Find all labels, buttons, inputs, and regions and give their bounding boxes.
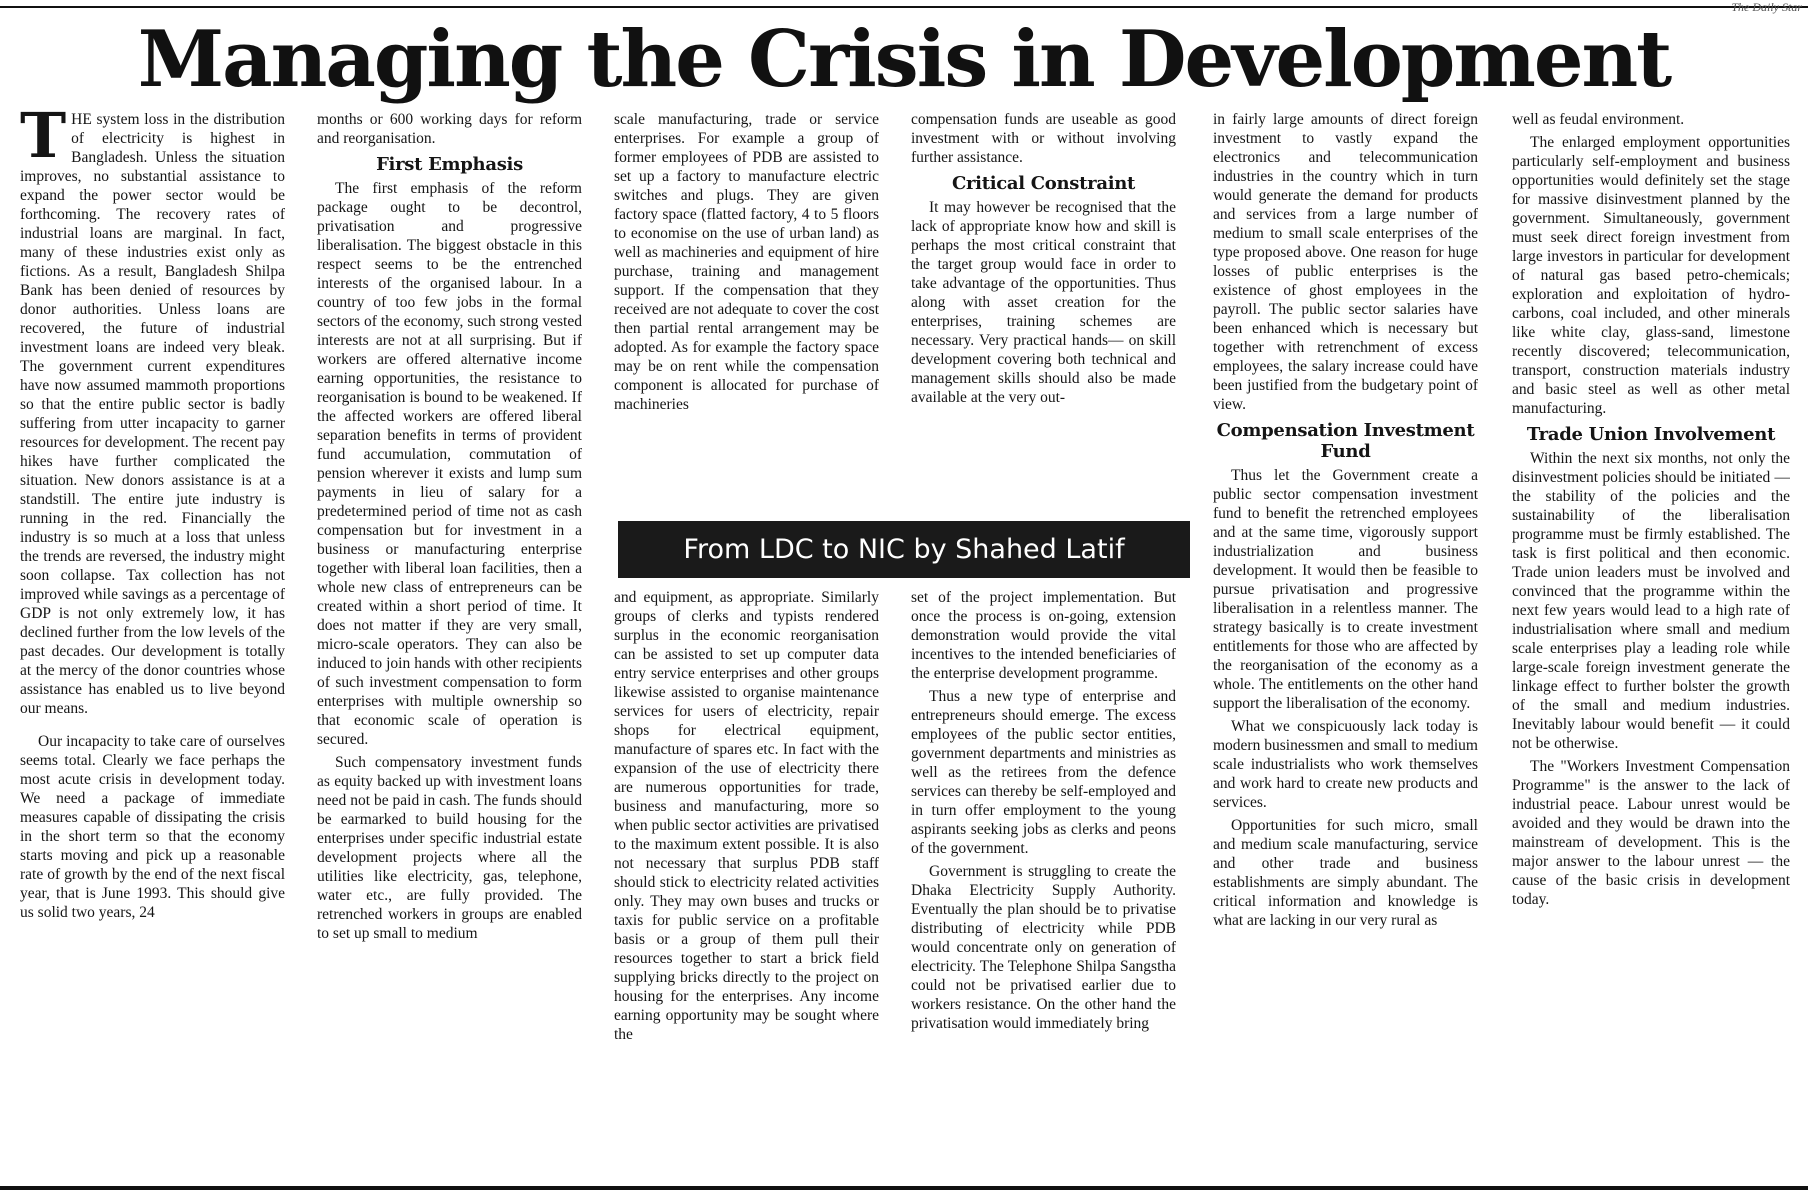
article-column-4-bottom <box>911 588 1176 1190</box>
column-2-paragraph-3: Such compensatory investment funds as equity backed up with investment loans need not be paid in cash. The funds should be earmarked to build housing for the enterprises under specific industrial estate development projects where all the utilities like electricity, gas, telephone, water etc., are fully provided. The retrenched workers in groups are enabled to set up small to medium <box>317 754 582 942</box>
column-6-paragraph-1: well as feudal environment. <box>1512 111 1685 128</box>
column-3-paragraph-1: scale manufacturing, trade or service enterprises. For example a group of former employees of PDB are assisted to set up a factory to manufacture electric switches and plugs. They are given factory space (flatted factory, 4 to 5 floors to economise on the use of urban land) as well as machineries and equipment of hire purchase, training and management support. If the compensation that they received are not adequate to cover the cost then partial rental arrangement may be adopted. As for example the factory space may be on rent while the compensation component is allocated for purchase of machineries <box>614 111 879 413</box>
subhead-first-emphasis: First Emphasis <box>376 154 523 175</box>
subhead-compensation-investment-fund: Compensation Investment Fund <box>1216 420 1475 462</box>
column-5-paragraph-2: Thus let the Government create a public sector compensation investment fund to benefit the retrenched employees and at the same time, vigorously support industrialization and business development. It would then be feasible to pursue privatisation and progressive liberalisation in a relentless manner. The strategy basically is to create investment entitlements for those who are affected by the reorganisation of the economy as a whole. The entitlements on the other hand support the liberalisation of the economy. <box>1213 467 1478 712</box>
column-4-paragraph-5: Government is struggling to create the Dhaka Electricity Supply Authority. Eventually the plan should be to privatise distributing of electricity while PDB would concentrate only on generation of electricity. The Telephone Shilpa Sangstha could not be privatised earlier due to workers resistance. On the other hand the privatisation would immediately bring <box>911 863 1176 1032</box>
article-column-3-bottom <box>614 588 879 1190</box>
masthead-tag: The Daily Star <box>1731 0 1802 14</box>
column-2-paragraph-2: The first emphasis of the reform package ought to be decontrol, privatisation and progressive liberalisation. The biggest obstacle in this respect seems to be the entrenched interests of the organised labour. In a country of too few jobs in the formal sectors of the economy, such strong vested interests are not at all surprising. But if workers are offered alternative income earning opportunities, the resistance to reorganisation is bound to be weakened. If the affected workers are offered liberal separation benefits in terms of provident fund accumulation, commutation of pension wherever it exists and lump sum payments in lieu of salary for a predetermined period of time not as cash compensation but for investment in a business or manufacturing enterprise together with liberal loan facilities, then a whole new class of entrepreneurs can be created within a short period of time. It does not matter if they are very small, micro-scale operators. They can also be induced to join hands with other recipients of such investment compensation to form enterprises with multiple ownership so that economic scale of operation is secured. <box>317 180 582 748</box>
column-1-paragraph-1-text: HE system loss in the distribution of electricity is highest in Bangladesh. Unless the situation improves, no substantial assistance to expand the power sector would be forthcoming. The recovery rates of industrial loans are marginal. In fact, many of these industries exist only as fictions. As a result, Bangladesh Shilpa Bank has been denied of resources by donor authorities. Unless loans are recovered, the future of industrial investment loans are indeed very bleak. The government current expenditures have now assumed mammoth proportions so that the entire public sector is badly suffering from utter incapacity to garner resources for development. The recent pay hikes have further complicated the situation. New donors assistance is at a standstill. The entire jute industry is running in the red. Financially the industry is so much at a loss that unless the trends are reversed, the industry might soon collapse. Tax collection has not improved while savings as a percentage of GDP is not only extremely low, it has declined further from the low levels of the past decades. Our development is totally at the mercy of the donor countries whose assistance has enabled us to live beyond our means. <box>20 111 285 717</box>
column-6-paragraph-4: The "Workers Investment Compensation Programme" is the answer to the lack of industrial peace. Labour unrest would be avoided and they would be drawn into the mainstream of development. This is the major answer to the labour unrest — the cause of the basic crisis in development today. <box>1512 758 1790 908</box>
bottom-rule <box>0 1186 1808 1190</box>
column-4-paragraph-3: set of the project implementation. But once the process is on-going, extension demonstration would provide the vital incentives to the intended beneficiaries of the enterprise development programme. <box>911 589 1176 682</box>
subhead-trade-union-involvement: Trade Union Involvement <box>1526 424 1776 445</box>
top-rule <box>0 6 1808 8</box>
byline-banner: From LDC to NIC by Shahed Latif <box>618 521 1190 578</box>
column-4-paragraph-1: compensation funds are useable as good investment with or without involving further assistance. <box>911 111 1176 166</box>
article-column-5 <box>1213 110 1478 1190</box>
column-6-paragraph-2: The enlarged employment opportunities particularly self-employment and business opportunities would definitely set the stage for massive disinvestment planned by the government. Simultaneously, government must seek direct foreign investment from large investors in particular for development of natural gas based petro-chemicals; exploration and exploitation of hydro-carbons, coal included, and other minerals like white clay, glass-sand, limestone recently discovered; telecommunication, transport, construction materials industry and basic steel as well as other metal manufacturing. <box>1512 134 1790 417</box>
column-2-paragraph-1: months or 600 working days for reform and reorganisation. <box>317 111 582 147</box>
subhead-critical-constraint: Critical Constraint <box>951 173 1136 194</box>
column-6-paragraph-3: Within the next six months, not only the disinvestment policies should be initiated — the stability of the policies and the sustainability of the liberalisation programme must be firmly established. The task is first political and then economic. Trade union leaders must be involved and convinced that the programme within the next few years would lead to a high rate of industrialisation where small and medium scale enterprises play a leading role while large-scale foreign investment generate the linkage effect to further bolster the growth of the small and medium industries. Inevitably labour would benefit — it could not be otherwise. <box>1512 450 1790 752</box>
article-headline: Managing the Crisis in Development <box>137 14 1671 105</box>
column-1-paragraph-2: Our incapacity to take care of ourselves seems total. Clearly we face perhaps the most acute crisis in development today. We need a package of immediate measures capable of dissipating the crisis in the short term so that the economy starts moving and pick up a reasonable rate of growth by the end of the next fiscal year, that is June 1993. This should give us solid two years, 24 <box>20 733 285 921</box>
column-5-paragraph-4: Opportunities for such micro, small and medium scale manufacturing, service and other trade and business establishments are simply abundant. The critical information and knowledge is what are lacking in our very rural as <box>1213 817 1478 929</box>
column-1-paragraph-1 <box>20 110 285 718</box>
column-4-paragraph-2: It may however be recognised that the lack of appropriate know how and skill is perhaps the most critical constraint that the target group would face in order to take advantage of the opportunities. Thus along with asset creation for the enterprises, training schemes are necessary. Very practical hands— on skill development covering both technical and management skills should also be made available at the very out- <box>911 199 1176 406</box>
column-5-paragraph-3: What we conspicuously lack today is modern businessmen and small to medium scale industrialists who work themselves and work hard to create new products and services. <box>1213 718 1478 811</box>
article-column-3-top <box>614 110 879 520</box>
column-5-paragraph-1: in fairly large amounts of direct foreign investment to vastly expand the electronics and telecommunication industries in the country which in turn would generate the demand for products and services from a large number of medium to small scale enterprises of the type proposed above. One reason for huge losses of public enterprises is the existence of ghost employees in the payroll. The public sector salaries have been enhanced which is necessary but together with retrenchment of excess employees, the salary increase could have been justified from the budgetary point of view. <box>1213 111 1478 413</box>
drop-cap: T <box>20 110 67 172</box>
article-column-4-top <box>911 110 1176 520</box>
article-column-1 <box>20 110 285 1190</box>
article-column-2 <box>317 110 582 1190</box>
column-3-paragraph-2: and equipment, as appropriate. Similarly groups of clerks and typists rendered surplus in the economic reorganisation can be assisted to set up computer data entry service enterprises and other groups likewise assisted to organise maintenance services for users of electricity, repair shops for electrical equipment, manufacture of spares etc. In fact with the expansion of the use of electricity there are numerous opportunities for trade, business and manufacturing, more so when public sector activities are privatised to the maximum extent possible. It is also not necessary that surplus PDB staff should stick to electricity related activities only. They may own buses and trucks or taxis for public service on a profitable basis or a group of them pull their resources together to start a brick field supplying bricks directly to the project on housing for the enterprises. Any income earning opportunity may be sought where the <box>614 589 879 1043</box>
article-column-6 <box>1512 110 1790 1190</box>
column-4-paragraph-4: Thus a new type of enterprise and entrepreneurs should emerge. The excess employees of the public sector entities, government departments and ministries as well as the retirees from the defence services can thereby be self-employed and in turn offer employment to the young aspirants seeking jobs as clerks and peons of the government. <box>911 688 1176 857</box>
